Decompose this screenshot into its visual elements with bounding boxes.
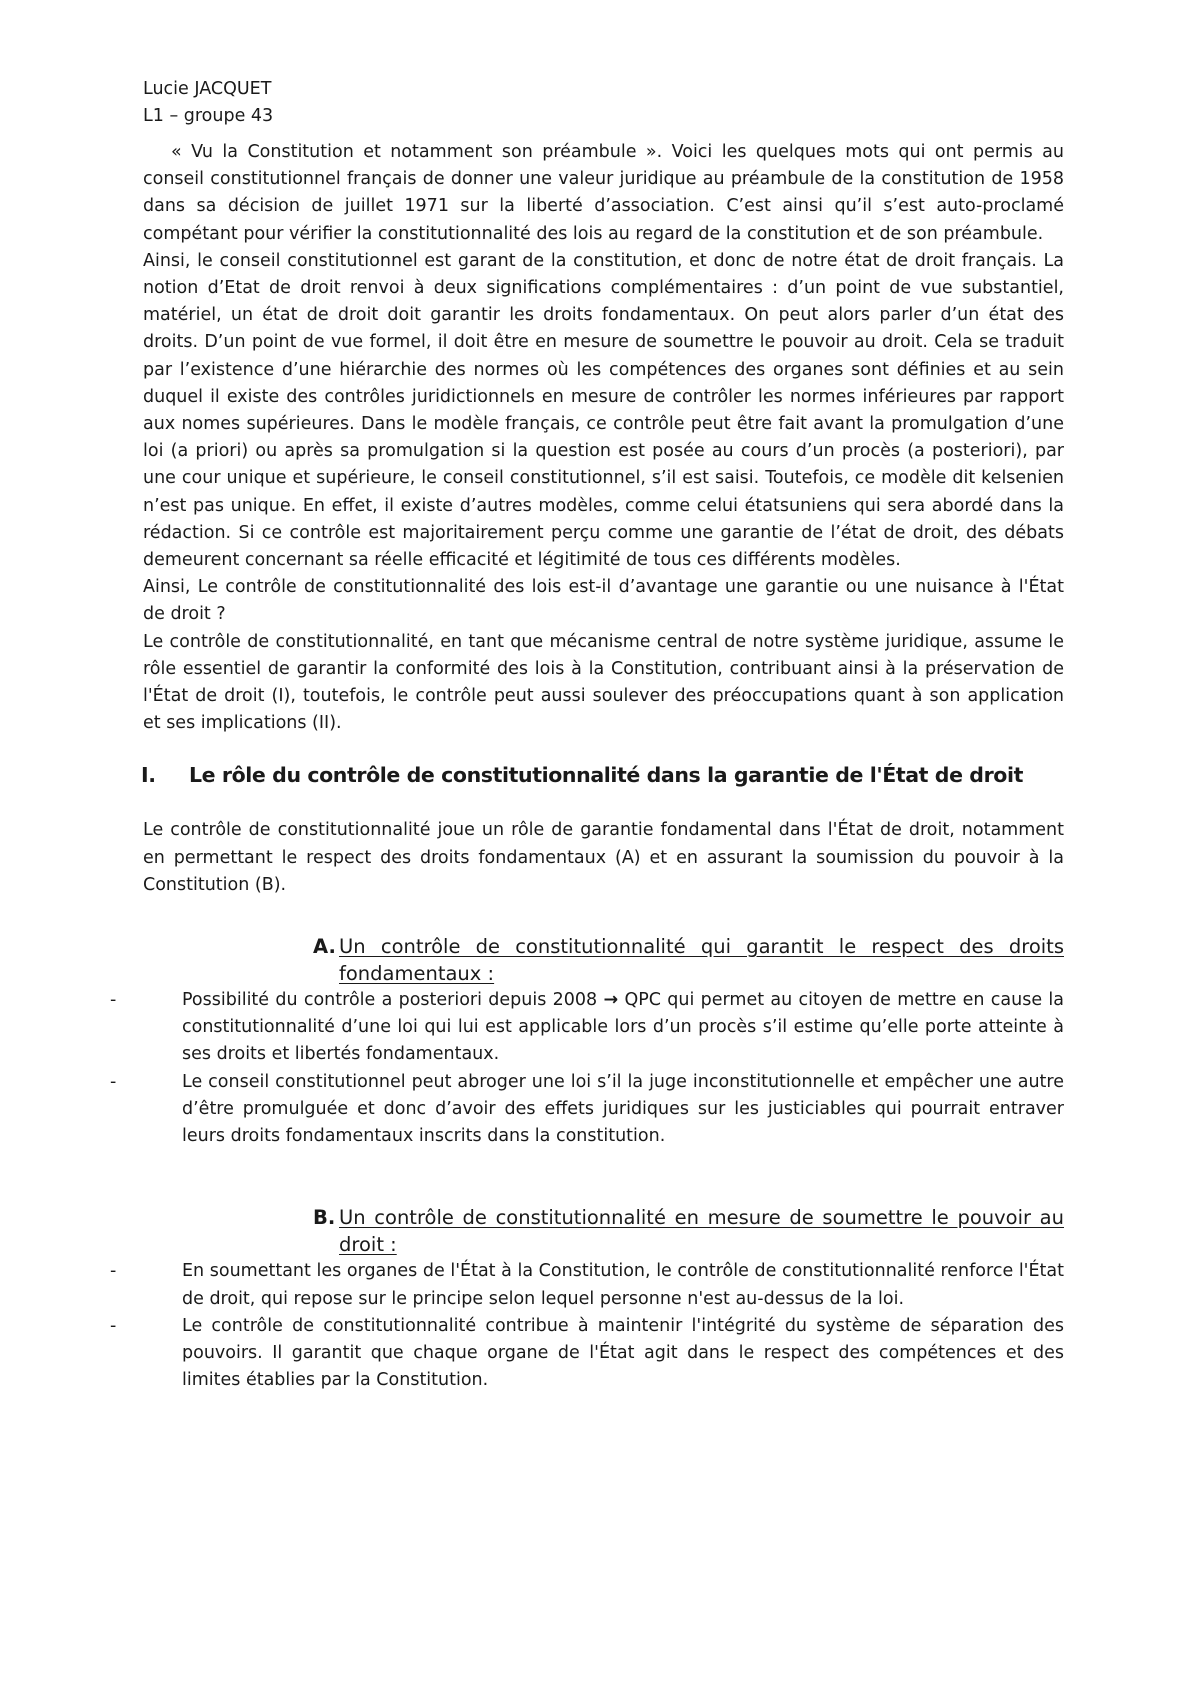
bullet-dash: -	[110, 990, 117, 1011]
arrow-right-icon: →	[603, 990, 619, 1011]
bullet-dash: -	[110, 1261, 117, 1282]
intro-paragraph-1-text: « Vu la Constitution et notamment son préambule ». Voici les quelques mots qui ont permis au conseil constitutionnel français de donner une valeur juridique au préambule de la constitution de 1958 dans sa décision de juillet 1971 sur la liberté d’association. C’est ainsi qu’il s’est auto-proclamé compétant pour vérifier la constitutionnalité des lois au regard de la constitution et de son préambule.	[143, 142, 1064, 244]
subsection-a-heading	[313, 933, 1064, 987]
bullet-text: Le conseil constitutionnel peut abroger une loi s’il la juge inconstitutionnelle et empêcher une autre d’être promulguée et donc d’avoir des effets juridiques sur les justiciables qui pourrait entraver leurs droits fondamentaux inscrits dans la constitution.	[182, 1071, 1064, 1147]
plan-announcement-paragraph: Le contrôle de constitutionnalité, en tant que mécanisme central de notre système juridique, assume le rôle essentiel de garantir la conformité des lois à la Constitution, contribuant ainsi à la préservation de l'État de droit (I), toutefois, le contrôle peut aussi soulever des préoccupations quant à son application et ses implications (II).	[143, 631, 1064, 734]
subsection-a-title: Un contrôle de constitutionnalité qui garantit le respect des droits fondamentaux :	[339, 935, 1064, 986]
bullet-dash: -	[110, 1315, 117, 1336]
intro-paragraph-1	[143, 139, 1064, 248]
subsection-a-letter: A.	[313, 935, 336, 959]
section-1-title: Le rôle du contrôle de constitutionnalité dans la garantie de l'État de droit	[189, 763, 1024, 788]
list-item	[108, 1258, 1064, 1312]
subsection-a-bullet-list	[110, 987, 1064, 1150]
bullet-text-after-arrow: QPC qui permet au citoyen de mettre en cause la constitutionnalité d’une loi qui lui est applicable lors d’un procès s’il estime qu’elle porte atteinte à ses droits et libertés fondamentaux.	[182, 990, 1064, 1065]
bullet-dash: -	[110, 1071, 117, 1092]
bullet-text-before-arrow: Possibilité du contrôle a posteriori depuis 2008	[182, 990, 604, 1011]
group-label: L1 – groupe 43	[143, 106, 274, 126]
subsection-b-heading	[313, 1204, 1064, 1258]
bullet-text: En soumettant les organes de l'État à la Constitution, le contrôle de constitutionnalité renforce l'État de droit, qui repose sur le principe selon lequel personne n'est au-dessus de la loi.	[182, 1261, 1064, 1309]
bullet-text: Le contrôle de constitutionnalité contribue à maintenir l'intégrité du système de séparation des pouvoirs. Il garantit que chaque organe de l'État agit dans le respect des compétences et des limites établies par la Constitution.	[182, 1315, 1064, 1391]
list-item	[108, 1069, 1064, 1151]
subsection-b-letter: B.	[313, 1206, 336, 1230]
section-1-heading	[143, 763, 1064, 787]
intro-paragraph-2: Ainsi, le conseil constitutionnel est garant de la constitution, et donc de notre état de droit français. La notion d’Etat de droit renvoi à deux significations complémentaires : d’un point de vue substantiel, matériel, un état de droit doit garantir les droits fondamentaux. On peut alors parler d’un état des droits. D’un point de vue formel, il doit être en mesure de soumettre le pouvoir au droit. Cela se traduit par l’existence d’une hiérarchie des normes où les compétences des organes sont définies et au sein duquel il existe des contrôles juridictionnels en mesure de contrôler les normes inférieures par rapport aux nomes supérieures. Dans le modèle français, ce contrôle peut être fait avant la promulgation d’une loi (a priori) ou après sa promulgation si la question est posée au cours d’un procès (a posteriori), par une cour unique et supérieure, le conseil constitutionnel, s’il est saisi. Toutefois, ce modèle dit kelsenien n’est pas unique. En effet, il existe d’autres modèles, comme celui étatsuniens qui sera abordé dans la rédaction. Si ce contrôle est majoritairement perçu comme une garantie de l’état de droit, des débats demeurent concernant sa réelle efficacité et légitimité de tous ces différents modèles.	[143, 250, 1064, 571]
section-1-intro: Le contrôle de constitutionnalité joue un rôle de garantie fondamental dans l'État de droit, notamment en permettant le respect des droits fondamentaux (A) et en assurant la soumission du pouvoir à la Constitution (B).	[143, 820, 1064, 895]
list-item	[108, 1313, 1064, 1395]
problematic-paragraph: Ainsi, Le contrôle de constitutionnalité des lois est-il d’avantage une garantie ou une nuisance à l'État de droit ?	[143, 577, 1064, 625]
subsection-b-title: Un contrôle de constitutionnalité en mesure de soumettre le pouvoir au droit :	[339, 1206, 1064, 1257]
author-name: Lucie JACQUET	[143, 79, 272, 99]
subsection-b-bullet-list	[110, 1258, 1064, 1394]
section-1-number: I.	[141, 763, 156, 788]
list-item	[108, 987, 1064, 1069]
